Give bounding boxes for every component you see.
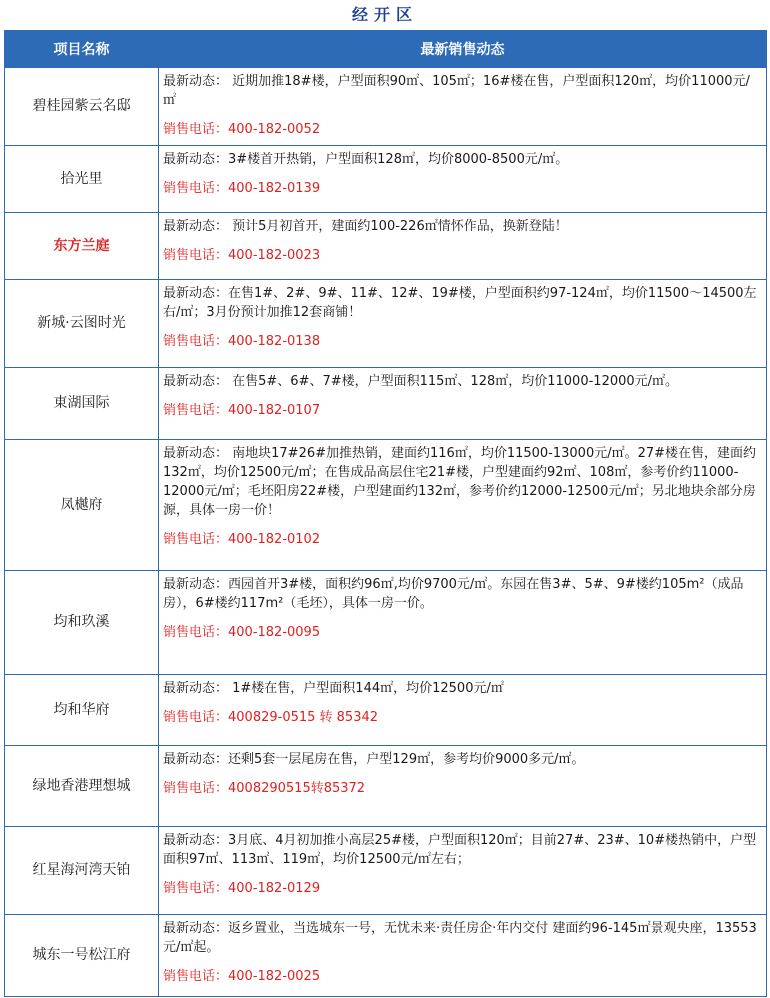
latest-news: 最新动态：返乡置业，当选城东一号，无忧未来·责任房企·年内交付 建面约96-145㎡景观央座，13553元/㎡起。 — [163, 921, 757, 955]
table-row — [5, 213, 767, 280]
table-row — [5, 675, 767, 746]
table-row — [5, 68, 767, 146]
latest-news: 最新动态：还剩5套一层尾房在售，户型129㎡，参考均价9000多元/㎡。 — [163, 752, 585, 767]
project-info — [159, 675, 767, 746]
sales-phone[interactable]: 销售电话：400-182-0095 — [163, 625, 321, 640]
table-header-row — [5, 31, 767, 68]
table-row — [5, 827, 767, 915]
table-row — [5, 915, 767, 997]
project-info — [159, 746, 767, 827]
project-name: 拾光里 — [5, 146, 159, 213]
project-info — [159, 827, 767, 915]
sales-phone[interactable]: 销售电话：4008290515转85372 — [163, 781, 366, 796]
sales-phone[interactable]: 销售电话：400-182-0139 — [163, 181, 321, 196]
header-project-name: 项目名称 — [5, 31, 159, 68]
latest-news: 最新动态：3#楼首开热销，户型面积128㎡，均价8000-8500元/㎡。 — [163, 152, 569, 167]
table-row — [5, 368, 767, 440]
sales-phone[interactable]: 销售电话：400-182-0052 — [163, 122, 321, 137]
project-info — [159, 368, 767, 440]
table-row — [5, 146, 767, 213]
project-info — [159, 571, 767, 675]
header-latest-sales: 最新销售动态 — [159, 31, 767, 68]
latest-news: 最新动态： 近期加推18#楼，户型面积90㎡、105㎡；16#楼在售，户型面积120㎡，均价11000元/㎡ — [163, 74, 750, 108]
project-name: 碧桂园紫云名邸 — [5, 68, 159, 146]
sales-phone[interactable]: 销售电话：400829-0515 转 85342 — [163, 710, 379, 725]
sales-phone[interactable]: 销售电话：400-182-0138 — [163, 334, 321, 349]
project-name: 东方兰庭 — [5, 213, 159, 280]
project-name: 城东一号松江府 — [5, 915, 159, 997]
page-title: 经开区 — [351, 5, 418, 24]
project-info — [159, 915, 767, 997]
sales-phone[interactable]: 销售电话：400-182-0102 — [163, 532, 321, 547]
latest-news: 最新动态：西园首开3#楼，面积约96㎡,均价9700元/㎡。东园在售3#、5#、9#楼约105m²（成品房），6#楼约117m²（毛坯），具体一房一价。 — [163, 577, 744, 611]
project-info — [159, 146, 767, 213]
listing-table — [4, 30, 767, 997]
latest-news: 最新动态：在售1#、2#、9#、11#、12#、19#楼，户型面积约97-124㎡，均价11500～14500左右/㎡；3月份预计加推12套商铺！ — [163, 286, 757, 320]
project-name: 凤樾府 — [5, 440, 159, 571]
sales-phone[interactable]: 销售电话：400-182-0023 — [163, 248, 321, 263]
project-name: 均和玖溪 — [5, 571, 159, 675]
project-name: 東湖国际 — [5, 368, 159, 440]
sales-phone[interactable]: 销售电话：400-182-0129 — [163, 881, 321, 896]
project-info — [159, 440, 767, 571]
table-row — [5, 746, 767, 827]
project-info — [159, 213, 767, 280]
project-name: 绿地香港理想城 — [5, 746, 159, 827]
sales-phone[interactable]: 销售电话：400-182-0025 — [163, 969, 321, 984]
latest-news: 最新动态：3月底、4月初加推小高层25#楼，户型面积120㎡；目前27#、23#、10#楼热销中，户型面积97㎡、113㎡、119㎡，均价12500元/㎡左右； — [163, 833, 757, 867]
latest-news: 最新动态： 1#楼在售，户型面积144㎡，均价12500元/㎡ — [163, 681, 504, 696]
project-name: 均和华府 — [5, 675, 159, 746]
table-row — [5, 571, 767, 675]
sales-phone[interactable]: 销售电话：400-182-0107 — [163, 403, 321, 418]
project-name: 红星海河湾天铂 — [5, 827, 159, 915]
project-info — [159, 68, 767, 146]
table-row — [5, 440, 767, 571]
project-info — [159, 280, 767, 368]
latest-news: 最新动态： 预计5月初首开，建面约100-226㎡情怀作品，换新登陆！ — [163, 219, 568, 234]
latest-news: 最新动态： 南地块17#26#加推热销，建面约116㎡，均价11500-13000元/㎡。27#楼在售，建面约132㎡，均价12500元/㎡；在售成品高层住宅21#楼，户型建面约92㎡、108㎡，参考价约11000-12000元/㎡；毛坯阳房22#楼，户型建面约132㎡，参考价约12000-12500元/㎡；另北地块余部分房源，具体一房一价！ — [163, 446, 757, 518]
table-row — [5, 280, 767, 368]
latest-news: 最新动态： 在售5#、6#、7#楼，户型面积115㎡、128㎡，均价11000-12000元/㎡。 — [163, 374, 679, 389]
project-name: 新城·云图时光 — [5, 280, 159, 368]
